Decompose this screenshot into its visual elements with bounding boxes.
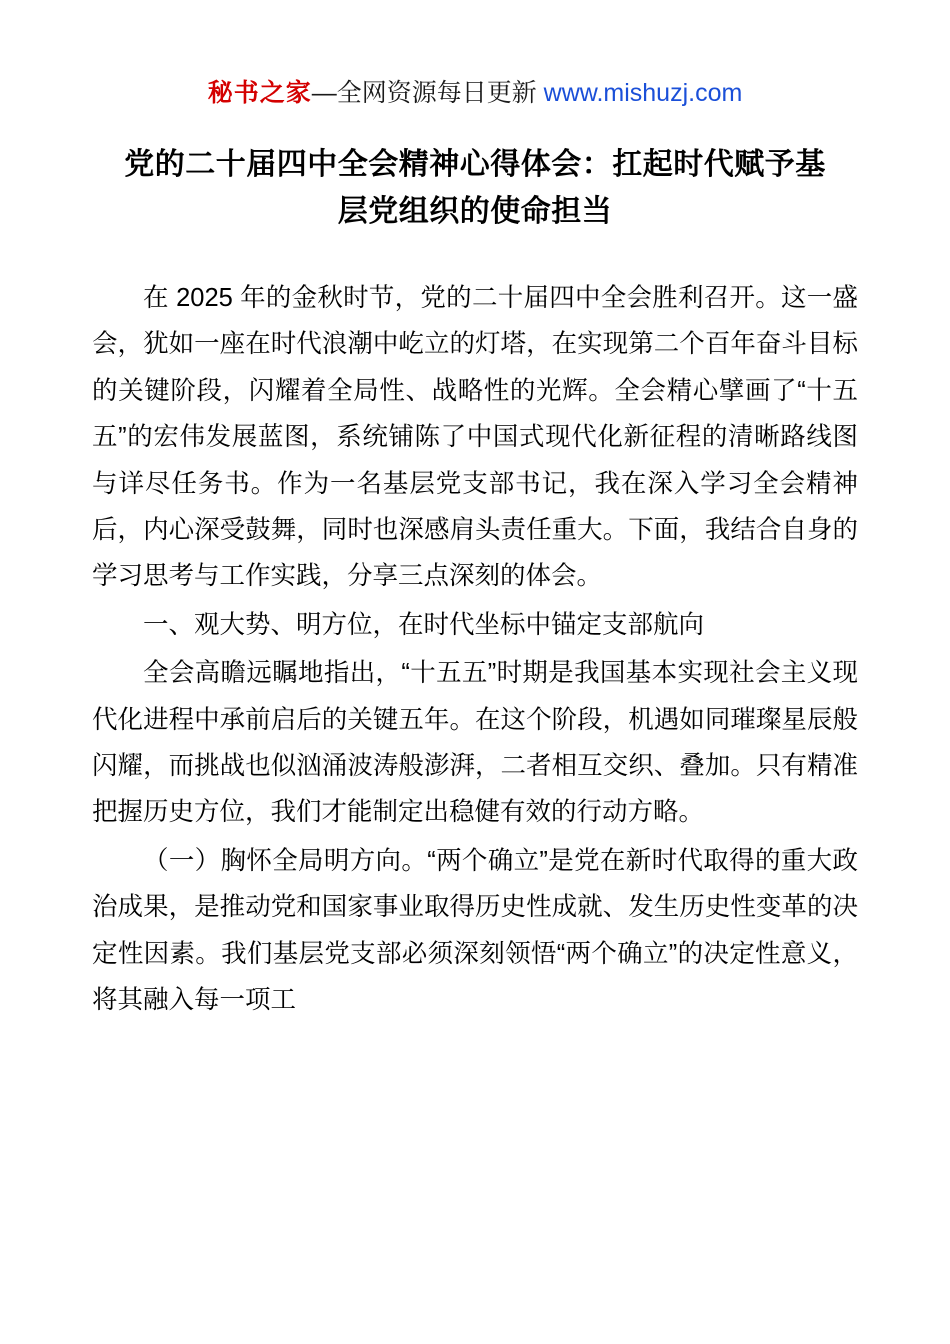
watermark-tagline: —全网资源每日更新 xyxy=(311,79,544,107)
watermark-brand: 秘书之家 xyxy=(207,79,312,107)
body-paragraph-1: 在 2025 年的金秋时节，党的二十届四中全会胜利召开。这一盛会，犹如一座在时代浪潮中屹立的灯塔，在实现第二个百年奋斗目标的关键阶段，闪耀着全局性、战略性的光辉。全会精心擘画了“十五五”的宏伟发展蓝图，系统铺陈了中国式现代化新征程的清晰路线图与详尽任务书。作为一名基层党支部书记，我在深入学习全会精神后，内心深受鼓舞，同时也深感肩头责任重大。下面，我结合自身的学习思考与工作实践，分享三点深刻的体会。 xyxy=(92,284,858,591)
body-paragraph-3: （一）胸怀全局明方向。“两个确立”是党在新时代取得的重大政治成果，是推动党和国家事业取得历史性成就、发生历史性变革的决定性因素。我们基层党支部必须深刻领悟“两个确立”的决定性意义，将其融入每一项工 xyxy=(92,846,858,1015)
page-title: 党的二十届四中全会精神心得体会：扛起时代赋予基层党组织的使命担当 xyxy=(124,148,826,228)
watermark-url[interactable]: www.mishuzj.com xyxy=(543,79,743,107)
section-heading-1: 一、观大势、明方位，在时代坐标中锚定支部航向 xyxy=(143,610,705,639)
site-watermark xyxy=(92,78,858,108)
body-paragraph-2: 全会高瞻远瞩地指出，“十五五”时期是我国基本实现社会主义现代化进程中承前启后的关键五年。在这个阶段，机遇如同璀璨星辰般闪耀，而挑战也似汹涌波涛般澎湃，二者相互交织、叠加。只有精准把握历史方位，我们才能制定出稳健有效的行动方略。 xyxy=(92,659,858,827)
